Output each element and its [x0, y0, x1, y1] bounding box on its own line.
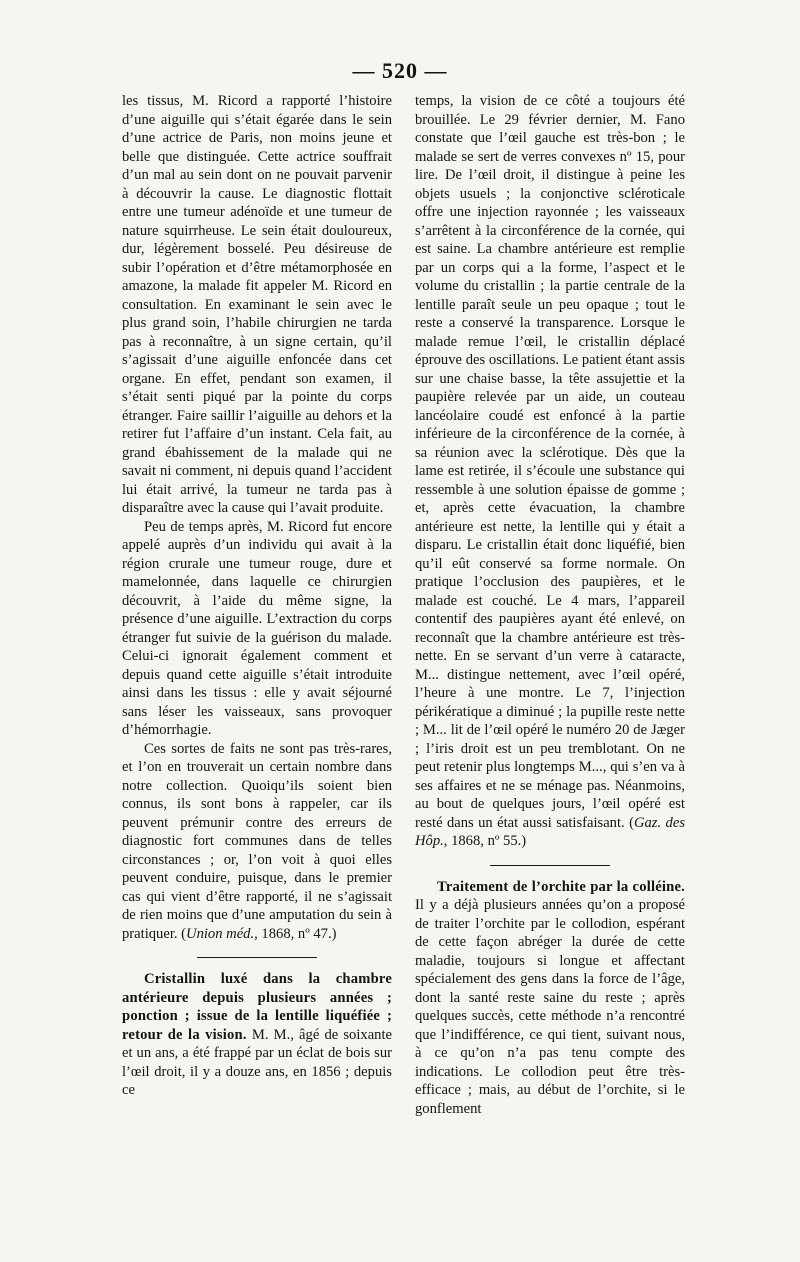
article-text: M. M., âgé de soixante et un ans, a été frappé par un éclat de bois sur l’œil droit, il y a douze ans, en 1856 ; depuis ce — [122, 1026, 392, 1098]
section-divider — [490, 865, 610, 866]
paragraph-diagnostic-errors — [122, 740, 392, 944]
paragraph-cristallin-continued — [415, 92, 685, 851]
right-column — [415, 92, 685, 1118]
paragraph-text: temps, la vision de ce côté a toujours été brouillée. Le 29 février dernier, M. Fano constate que l’œil gauche est très-bon ; le malade se sert de verres convexes nº 15, pour lire. De l’œil droit, il distingue à peine les objets usuels ; la conjonctive scléroticale offre une injection rayonnée ; les vaisseaux s’arrêtent à la circonférence de la cornée, qui est saine. La chambre antérieure est remplie par un corps qui a la forme, l’aspect et le volume du cristallin ; la partie centrale de la lentille paraît seule un peu opaque ; tout le reste a conservé la transparence. Lorsque le malade remue l’œil, le cristallin déplacé éprouve des oscillations. Le patient étant assis sur une chaise basse, la tête assujettie et la paupière relevée par un aide, un couteau lancéolaire coudé est enfoncé à la partie inférieure de la circonférence de la cornée, à sa réunion avec la sclérotique. Dès que la lame est retirée, il s’écoule une substance qui ressemble à une solution épaisse de gomme ; et, après cette évacuation, la chambre antérieure est nette, la lentille qui y était a disparu. Le cristallin était donc liquéfié, bien qu’il eût conservé sa forme normale. On pratique l’occlusion des paupières, et le malade est couché. Le 4 mars, l’appareil contentif des paupières ayant été enlevé, on reconnaît que la chambre antérieure est très-nette. En se servant d’un verre à cataracte, M... distingue nettement, avec l’œil opéré, l’heure à une montre. Le 7, l’injection périkératique a diminué ; la pupille reste nette ; M... lit de l’œil opéré le numéro 20 de Jæger ; l’iris droit est un peu tremblotant. On ne peut retenir plus longtemps M..., qui s’en va à ses affaires et ne se ménage pas. Néanmoins, au bout de quelques jours, l’œil opéré est resté dans un état aussi satisfaisant. ( — [415, 93, 685, 831]
citation-ref: 1868, nº 47.) — [257, 925, 337, 942]
section-divider — [197, 957, 317, 958]
article-heading: Cristallin luxé dans la chambre antérieure depuis plusieurs années ; ponction ; issue de la lentille liquéfiée ; retour de la vision. — [122, 971, 392, 1043]
left-column — [122, 92, 392, 1100]
paragraph-ricord-second-case: Peu de temps après, M. Ricord fut encore appelé auprès d’un individu qui avait à la région crurale une tumeur rouge, dure et mamelonnée, dans laquelle ce chirurgien découvrit, à l’aide du même signe, la présence d’une aiguille. L’extraction du corps étranger fut suivie de la guérison du malade. Celui-ci ignorait également comment et depuis quand cette aiguille s’était introduite ainsi dans les tissus : elle y avait séjourné sans léser les vaisseaux, sans provoquer d’hémorrhagie. — [122, 518, 392, 738]
citation-source: Union méd., — [186, 925, 258, 942]
article-text: Il y a déjà plusieurs années qu’on a proposé de traiter l’orchite par le collodion, espérant de cette façon abréger la durée de cette maladie, toujours si longue et affectant spécialement des gens dans la force de l’âge, dont la santé reste saine du reste ; après quelques succès, cette méthode n’a rencontré que l’indifférence, ce qui tient, suivant nous, à ce qu’on n’a pas tenu compte des indications. Le collodion peut être très-efficace ; mais, au début de l’orchite, si le gonflement — [415, 897, 685, 1117]
citation-ref: 1868, nº 55.) — [447, 833, 527, 849]
paragraph-text: Ces sortes de faits ne sont pas très-rares, et l’on en trouverait un certain nombre dans notre collection. Quoiqu’ils soient bien connus, ils sont bons à rappeler, car ils peuvent prémunir contre des erreurs de diagnostic fort communes dans de telles circonstances ; or, l’on voit à quoi elles peuvent conduire, puisque, dans le premier cas qui vient d’être rapporté, il ne s’agissait de rien moins que d’une amputation du sein à pratiquer. ( — [122, 740, 392, 942]
article-orchite — [415, 878, 685, 1119]
article-cristallin — [122, 970, 392, 1100]
paragraph-ricord-actress: les tissus, M. Ricord a rapporté l’histoire d’une aiguille qui s’était égarée dans le sein d’une actrice de Paris, non moins jeune et belle que distinguée. Cette actrice souffrait d’un mal au sein dont on ne pouvait parvenir à découvrir la cause. Le diagnostic flottait entre une tumeur adénoïde et une tumeur de nature squirrheuse. Le sein était douloureux, dur, légèrement bosselé. Peu désireuse de subir l’opération et d’être métamorphosée en amazone, la malade fit appeler M. Ricord en consultation. En examinant le sein avec le plus grand soin, l’habile chirurgien ne tarda pas à reconnaître, à un signe certain, qu’il s’agissait d’une aiguille enfoncée dans cet organe. En effet, pendant son examen, il s’était senti piqué par la pointe du corps étranger. Faire saillir l’aiguille au dehors et la retirer fut l’affaire d’un instant. Cela fait, au grand ébahissement de la malade qui ne savait ni comment, ni depuis quand l’accident lui était arrivé, la tumeur ne tarda pas à disparaître avec la cause qui l’avait produite. — [122, 93, 392, 516]
article-heading: Traitement de l’orchite par la colléine. — [437, 878, 685, 895]
page-number: — 520 — — [352, 58, 448, 83]
citation-source: Gaz. des Hôp., — [415, 814, 685, 849]
